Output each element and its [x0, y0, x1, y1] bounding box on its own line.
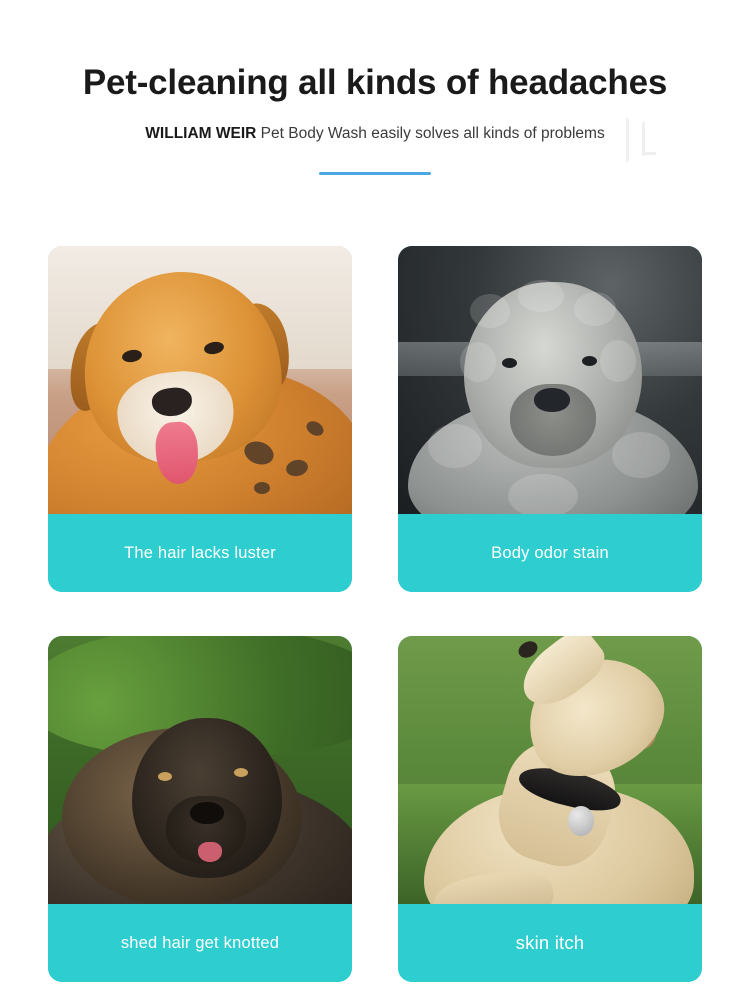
card-caption: shed hair get knotted [48, 904, 352, 982]
dog-photo-odor [398, 246, 702, 514]
problem-card [398, 636, 702, 982]
dog-photo-skin-itch [398, 636, 702, 904]
page-title: Pet-cleaning all kinds of headaches [82, 63, 668, 102]
problem-card [398, 246, 702, 592]
subtitle-text: Pet Body Wash easily solves all kinds of problems [260, 125, 605, 142]
problem-card-grid [48, 246, 702, 982]
dog-photo-dull-coat [48, 246, 352, 514]
card-caption: Body odor stain [398, 514, 702, 592]
page-header [0, 0, 750, 175]
problem-card [48, 636, 352, 982]
card-caption: skin itch [398, 904, 702, 982]
page-subtitle [0, 124, 750, 144]
brand-name: WILLIAM WEIR [145, 125, 257, 142]
accent-divider [319, 172, 431, 175]
problem-card [48, 246, 352, 592]
card-caption: The hair lacks luster [48, 514, 352, 592]
dog-photo-knotted-hair [48, 636, 352, 904]
